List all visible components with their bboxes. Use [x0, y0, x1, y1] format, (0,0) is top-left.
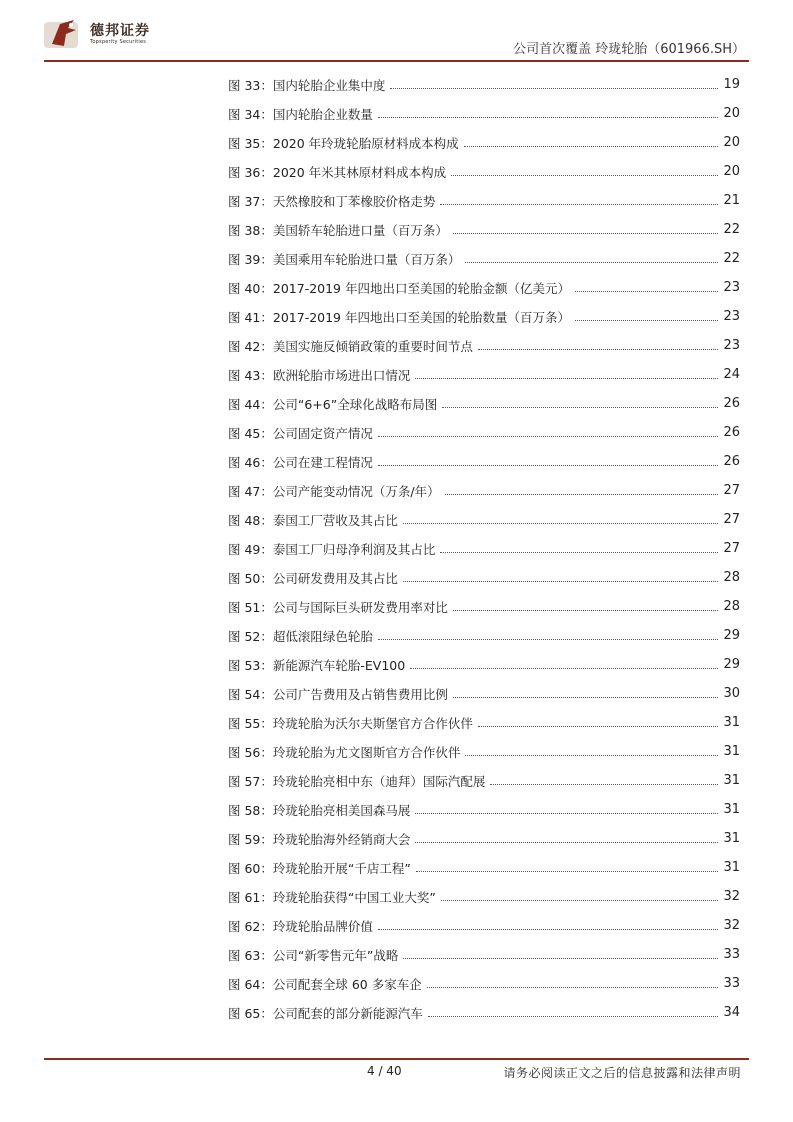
toc-entry-page: 20	[723, 135, 740, 150]
toc-entry-label: 图 48：泰国工厂营收及其占比	[228, 512, 398, 528]
toc-entry[interactable]	[228, 969, 740, 998]
toc-entry[interactable]	[228, 418, 740, 447]
toc-entry-label: 图 41：2017-2019 年四地出口至美国的轮胎数量（百万条）	[228, 309, 570, 325]
toc-dot-leader	[478, 726, 719, 727]
toc-entry[interactable]	[228, 476, 740, 505]
toc-entry-page: 30	[723, 686, 740, 701]
toc-entry[interactable]	[228, 824, 740, 853]
toc-dot-leader	[403, 523, 719, 524]
toc-entry[interactable]	[228, 882, 740, 911]
toc-entry-label: 图 65：公司配套的部分新能源汽车	[228, 1005, 423, 1021]
toc-entry[interactable]	[228, 360, 740, 389]
toc-entry-label: 图 51：公司与国际巨头研发费用率对比	[228, 599, 448, 615]
toc-entry-label: 图 55：玲珑轮胎为沃尔夫斯堡官方合作伙伴	[228, 715, 473, 731]
toc-entry[interactable]	[228, 737, 740, 766]
report-title: 公司首次覆盖 玲珑轮胎（601966.SH）	[513, 42, 745, 57]
toc-entry[interactable]	[228, 302, 740, 331]
toc-entry-label: 图 47：公司产能变动情况（万条/年）	[228, 483, 440, 499]
toc-entry-page: 28	[723, 570, 740, 585]
toc-entry[interactable]	[228, 795, 740, 824]
toc-entry-label: 图 40：2017-2019 年四地出口至美国的轮胎金额（亿美元）	[228, 280, 570, 296]
toc-entry-page: 26	[723, 425, 740, 440]
toc-entry-page: 31	[723, 802, 740, 817]
toc-entry[interactable]	[228, 650, 740, 679]
toc-entry[interactable]	[228, 766, 740, 795]
toc-entry[interactable]	[228, 563, 740, 592]
toc-entry[interactable]	[228, 505, 740, 534]
header-divider	[44, 60, 749, 62]
toc-dot-leader	[575, 291, 718, 292]
toc-entry-label: 图 54：公司广告费用及占销售费用比例	[228, 686, 448, 702]
toc-entry[interactable]	[228, 592, 740, 621]
toc-entry[interactable]	[228, 99, 740, 128]
toc-dot-leader	[427, 987, 719, 988]
toc-entry-page: 20	[723, 164, 740, 179]
toc-entry[interactable]	[228, 940, 740, 969]
logo-english-name: Topsperity Securities	[90, 39, 147, 45]
toc-dot-leader	[403, 958, 718, 959]
toc-dot-leader	[415, 842, 718, 843]
toc-entry-label: 图 59：玲珑轮胎海外经销商大会	[228, 831, 411, 847]
toc-dot-leader	[465, 262, 718, 263]
logo-chinese-name: 德邦证券	[90, 23, 150, 39]
toc-entry-page: 23	[723, 338, 740, 353]
toc-entry-label: 图 35：2020 年玲珑轮胎原材料成本构成	[228, 135, 459, 151]
toc-entry-label: 图 56：玲珑轮胎为尤文图斯官方合作伙伴	[228, 744, 461, 760]
toc-dot-leader	[378, 436, 719, 437]
company-logo	[44, 14, 154, 54]
toc-dot-leader	[451, 175, 718, 176]
toc-entry[interactable]	[228, 389, 740, 418]
toc-entry-page: 27	[723, 541, 740, 556]
toc-entry-label: 图 50：公司研发费用及其占比	[228, 570, 398, 586]
toc-entry-page: 24	[723, 367, 740, 382]
toc-dot-leader	[440, 204, 718, 205]
toc-entry-page: 26	[723, 396, 740, 411]
toc-dot-leader	[410, 668, 718, 669]
toc-dot-leader	[428, 1016, 719, 1017]
toc-dot-leader	[378, 117, 719, 118]
toc-dot-leader	[465, 755, 718, 756]
legal-disclaimer: 请务必阅读正文之后的信息披露和法律声明	[503, 1066, 741, 1080]
toc-entry-page: 33	[723, 976, 740, 991]
toc-entry[interactable]	[228, 447, 740, 476]
toc-entry-page: 26	[723, 454, 740, 469]
toc-entry[interactable]	[228, 186, 740, 215]
toc-entry-label: 图 36：2020 年米其林原材料成本构成	[228, 164, 447, 180]
toc-entry[interactable]	[228, 215, 740, 244]
toc-entry[interactable]	[228, 708, 740, 737]
toc-entry-page: 19	[723, 77, 740, 92]
toc-entry-page: 22	[723, 251, 740, 266]
toc-dot-leader	[440, 552, 718, 553]
toc-entry-label: 图 34：国内轮胎企业数量	[228, 106, 373, 122]
toc-entry-label: 图 39：美国乘用车轮胎进口量（百万条）	[228, 251, 461, 267]
toc-dot-leader	[403, 581, 719, 582]
toc-dot-leader	[442, 407, 718, 408]
toc-entry-label: 图 62：玲珑轮胎品牌价值	[228, 918, 373, 934]
toc-entry-page: 21	[723, 193, 740, 208]
toc-entry-page: 22	[723, 222, 740, 237]
toc-entry-label: 图 44：公司“6+6”全球化战略布局图	[228, 396, 438, 412]
toc-entry-label: 图 38：美国轿车轮胎进口量（百万条）	[228, 222, 448, 238]
toc-dot-leader	[441, 900, 719, 901]
toc-entry-label: 图 57：玲珑轮胎亮相中东（迪拜）国际汽配展	[228, 773, 486, 789]
logo-mark-icon	[44, 14, 86, 54]
toc-entry-page: 31	[723, 831, 740, 846]
toc-entry-page: 34	[723, 1005, 740, 1020]
figure-table-of-contents	[228, 70, 740, 1027]
toc-dot-leader	[453, 233, 719, 234]
toc-entry-page: 23	[723, 280, 740, 295]
toc-entry[interactable]	[228, 331, 740, 360]
toc-entry-label: 图 42：美国实施反倾销政策的重要时间节点	[228, 338, 473, 354]
toc-entry-label: 图 52：超低滚阻绿色轮胎	[228, 628, 373, 644]
toc-entry[interactable]	[228, 244, 740, 273]
toc-entry[interactable]	[228, 273, 740, 302]
toc-entry[interactable]	[228, 621, 740, 650]
toc-dot-leader	[378, 639, 719, 640]
toc-entry-page: 31	[723, 744, 740, 759]
toc-dot-leader	[390, 88, 718, 89]
toc-dot-leader	[415, 813, 718, 814]
toc-entry-label: 图 33：国内轮胎企业集中度	[228, 77, 386, 93]
toc-dot-leader	[478, 349, 719, 350]
toc-dot-leader	[453, 697, 719, 698]
footer-divider	[44, 1058, 749, 1060]
toc-entry-page: 27	[723, 512, 740, 527]
toc-entry-page: 32	[723, 918, 740, 933]
toc-entry-label: 图 64：公司配套全球 60 多家车企	[228, 976, 422, 992]
toc-entry-label: 图 61：玲珑轮胎获得“中国工业大奖”	[228, 889, 436, 905]
toc-entry-page: 31	[723, 715, 740, 730]
toc-entry-label: 图 49：泰国工厂归母净利润及其占比	[228, 541, 436, 557]
toc-dot-leader	[416, 871, 719, 872]
toc-entry-label: 图 46：公司在建工程情况	[228, 454, 373, 470]
toc-entry-page: 29	[723, 628, 740, 643]
toc-entry-page: 33	[723, 947, 740, 962]
toc-entry[interactable]	[228, 157, 740, 186]
toc-dot-leader	[415, 378, 718, 379]
toc-entry-page: 20	[723, 106, 740, 121]
page-number: 4 / 40	[367, 1064, 402, 1078]
toc-entry-page: 29	[723, 657, 740, 672]
toc-dot-leader	[453, 610, 719, 611]
toc-entry-page: 31	[723, 860, 740, 875]
toc-entry-page: 23	[723, 309, 740, 324]
toc-dot-leader	[378, 929, 719, 930]
toc-dot-leader	[464, 146, 719, 147]
toc-entry-label: 图 43：欧洲轮胎市场进出口情况	[228, 367, 411, 383]
toc-entry-label: 图 53：新能源汽车轮胎-EV100	[228, 657, 406, 673]
toc-entry[interactable]	[228, 911, 740, 940]
toc-entry-page: 28	[723, 599, 740, 614]
toc-entry-label: 图 58：玲珑轮胎亮相美国森马展	[228, 802, 411, 818]
toc-entry[interactable]	[228, 679, 740, 708]
toc-entry-label: 图 60：玲珑轮胎开展“千店工程”	[228, 860, 411, 876]
toc-entry-page: 27	[723, 483, 740, 498]
toc-entry-page: 31	[723, 773, 740, 788]
toc-entry[interactable]	[228, 70, 740, 99]
toc-entry-label: 图 63：公司“新零售元年”战略	[228, 947, 399, 963]
toc-entry-label: 图 37：天然橡胶和丁苯橡胶价格走势	[228, 193, 436, 209]
toc-entry-page: 32	[723, 889, 740, 904]
toc-dot-leader	[490, 784, 718, 785]
toc-dot-leader	[445, 494, 719, 495]
toc-entry[interactable]	[228, 853, 740, 882]
toc-dot-leader	[378, 465, 719, 466]
toc-dot-leader	[575, 320, 718, 321]
toc-entry[interactable]	[228, 128, 740, 157]
toc-entry[interactable]	[228, 998, 740, 1027]
toc-entry-label: 图 45：公司固定资产情况	[228, 425, 373, 441]
toc-entry[interactable]	[228, 534, 740, 563]
